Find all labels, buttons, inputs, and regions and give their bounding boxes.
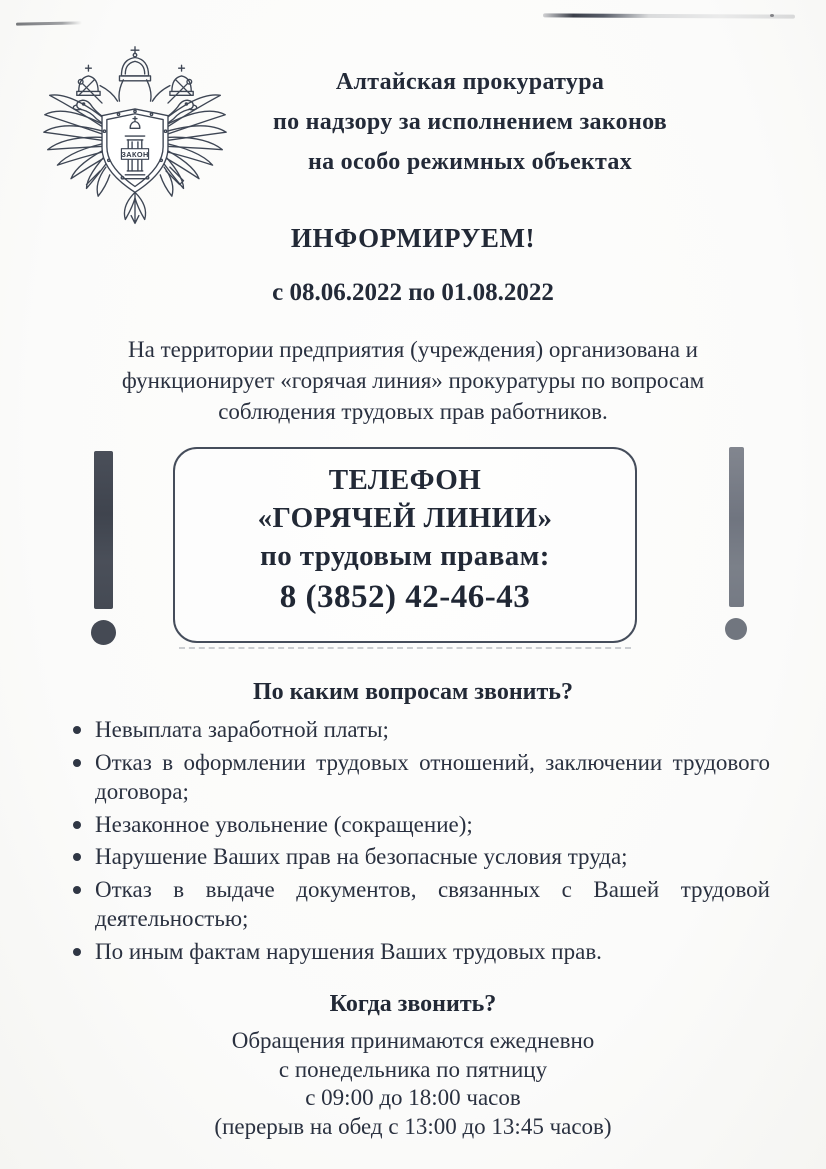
announcement-title: ИНФОРМИРУЕМ!: [290, 223, 536, 253]
org-title-line: Алтайская прокуратура: [335, 69, 605, 95]
list-item: [64, 715, 770, 745]
bullet-icon: [73, 853, 81, 861]
bullet-icon: [73, 821, 81, 829]
bullet-icon: [73, 726, 81, 734]
shield-label: ЗАКОН: [121, 150, 149, 160]
questions-list: [64, 715, 770, 966]
hotline-line: ТЕЛЕФОН: [328, 464, 482, 496]
schedule-line: (перерыв на обед с 13:00 до 13:45 часов): [214, 1113, 612, 1139]
org-title-line: на особо режимных объектах: [307, 149, 633, 175]
header-section: [0, 0, 826, 215]
list-item: [64, 810, 770, 840]
exclamation-bar: [729, 447, 744, 607]
list-item: [64, 842, 770, 872]
intro-line: На территории предприятия (учреждения) организована и: [128, 337, 698, 362]
exclamation-dot: [91, 620, 116, 645]
hotline-section: [0, 439, 826, 653]
hotline-box: [173, 447, 637, 643]
exclamation-mark-right-icon: [722, 447, 750, 640]
hotline-line: по трудовым правам:: [260, 540, 550, 572]
list-item: [64, 937, 770, 967]
organization-title: [150, 62, 790, 182]
org-title-line: по надзору за исполнением законов: [272, 109, 668, 135]
announcement-period: с 08.06.2022 по 01.08.2022: [272, 279, 554, 306]
schedule-line: с 09:00 до 18:00 часов: [305, 1085, 521, 1110]
list-item: [64, 748, 770, 807]
bullet-icon: [73, 948, 81, 956]
schedule-line: с понедельника по пятницу: [278, 1056, 548, 1082]
questions-heading: По каким вопросам звонить?: [253, 679, 573, 705]
list-item-text: Отказ в выдаче документов, связанных с Вашей трудовой деятельностью;: [95, 876, 770, 931]
schedule-heading: Когда звонить?: [329, 991, 497, 1017]
intro-paragraph: [0, 334, 826, 427]
exclamation-mark-left-icon: [89, 451, 117, 645]
intro-line: функционирует «горячая линия» прокуратуры по вопросам: [121, 368, 705, 393]
intro-line: соблюдения трудовых прав работников.: [218, 399, 608, 424]
schedule-block: [0, 1027, 826, 1141]
exclamation-dot: [725, 618, 747, 640]
bullet-icon: [73, 759, 81, 767]
list-item-text: Отказ в оформлении трудовых отношений, заключении трудового договора;: [95, 749, 770, 804]
exclamation-bar: [94, 451, 113, 609]
schedule-line: Обращения принимаются ежедневно: [231, 1028, 595, 1053]
list-item: [64, 875, 770, 934]
hotline-phone-number: 8 (3852) 42-46-43: [279, 579, 531, 615]
hotline-line: «ГОРЯЧЕЙ ЛИНИИ»: [257, 502, 553, 534]
list-item-text: По иным фактам нарушения Ваших трудовых прав.: [95, 938, 602, 964]
list-item-text: Нарушение Ваших прав на безопасные условия труда;: [95, 844, 628, 869]
bullet-icon: [73, 886, 81, 894]
list-item-text: Незаконное увольнение (сокращение);: [95, 811, 473, 837]
list-item-text: Невыплата заработной платы;: [95, 717, 389, 742]
